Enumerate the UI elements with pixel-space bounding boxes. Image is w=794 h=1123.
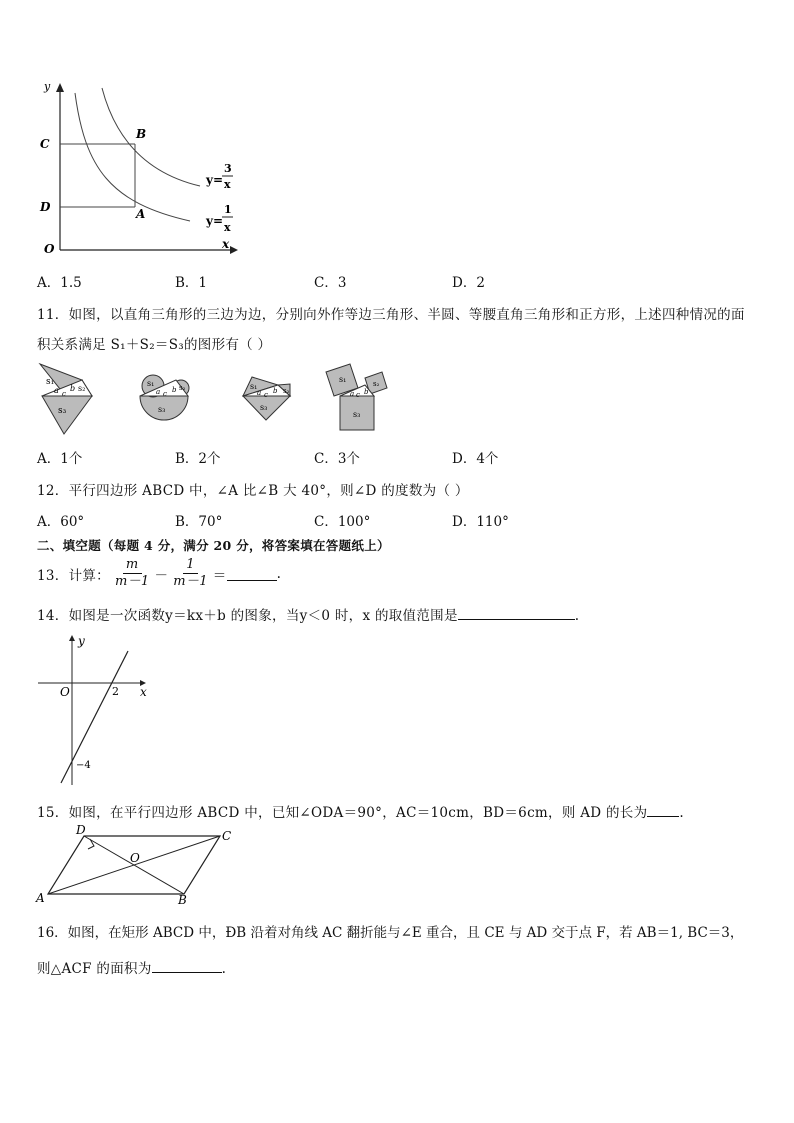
q13-fraction-2	[170, 557, 211, 590]
q12-option-d: D．110°	[452, 514, 509, 530]
point-d-label: D	[40, 200, 51, 214]
q13-answer-blank[interactable]	[227, 566, 277, 581]
curve1-prefix: y=	[206, 173, 224, 187]
q13-equals: ＝	[212, 567, 227, 584]
q14-x-intercept: 2	[112, 685, 119, 698]
q13-line	[37, 557, 281, 590]
fig4-b: b	[364, 388, 369, 396]
q11-option-b: B．2个	[175, 451, 221, 467]
q16-stem-line2: 则△ACF 的面积为	[37, 961, 152, 977]
fig3-b: b	[273, 387, 278, 395]
q11-figure-isosceles	[240, 374, 296, 424]
fig2-a: a	[156, 388, 161, 396]
fig2-c: c	[163, 390, 167, 398]
fig2-b: b	[172, 386, 177, 394]
q15-figure	[34, 822, 244, 904]
q14-graph	[34, 633, 159, 788]
fig1-s3: s₃	[58, 406, 67, 416]
q10-option-a: A．1.5	[37, 275, 82, 291]
q13-fraction-1	[112, 557, 153, 590]
fig1-s2: s₂	[78, 384, 86, 393]
q14-answer-blank[interactable]	[458, 605, 575, 620]
q16-stem-line1: 16．如图，在矩形 ABCD 中，ĐB 沿着对角线 AC 翻折能与∠E 重合，且 CE 与 AD 交于点 F，若 AB＝1, BC＝3，	[37, 925, 744, 941]
q14-stem: 14．如图是一次函数y＝kx＋b 的图象，当y＜0 时，x 的取值范围是	[37, 608, 458, 624]
q11-stem-line2: 积关系满足 S₁＋S₂＝S₃的图形有（ ）	[37, 337, 272, 353]
q14-origin: O	[60, 685, 70, 699]
fig4-s1: s₁	[339, 375, 347, 384]
fig3-a: a	[257, 389, 262, 397]
q12-stem: 12．平行四边形 ABCD 中，∠A 比∠B 大 40°，则∠D 的度数为（ ）	[37, 483, 469, 499]
q12-option-c: C．100°	[314, 514, 371, 530]
q15-stem: 15．如图，在平行四边形 ABCD 中，已知∠ODA＝90°，AC＝10cm，BD＝6cm，则 AD 的长为	[37, 805, 648, 821]
fig2-s3: s₃	[158, 405, 166, 414]
q16-end: .	[221, 961, 227, 977]
fig2-s2: s₂	[179, 384, 186, 392]
q14-line	[37, 604, 579, 624]
q14-x-label: x	[140, 685, 147, 699]
q13-minus: －	[154, 567, 169, 584]
q15-line	[37, 801, 684, 821]
fig1-s1: s₁	[46, 377, 55, 387]
fig4-a: a	[350, 390, 355, 398]
fig1-a: a	[54, 386, 59, 395]
curve2-prefix: y=	[206, 214, 224, 228]
q14-y-intercept: −4	[76, 760, 91, 771]
fig1-c: c	[62, 390, 66, 398]
q12-option-b: B．70°	[175, 514, 223, 530]
q11-option-d: D．4个	[452, 451, 499, 467]
fig3-s3: s₃	[260, 403, 268, 412]
q13-frac1-den: m－1	[114, 574, 150, 589]
q15-end: .	[679, 805, 684, 821]
q10-option-c: C．3	[314, 275, 347, 291]
q15-label-o: O	[130, 851, 140, 865]
q11-figure-semicircle	[136, 374, 196, 426]
q15-answer-blank[interactable]	[647, 802, 679, 817]
q15-label-d: D	[76, 823, 86, 837]
fig3-s1: s₁	[250, 382, 258, 391]
q11-figure-equilateral	[34, 360, 100, 436]
fig1-b: b	[70, 384, 76, 393]
q10-option-d: D．2	[452, 275, 485, 291]
q10-graph	[30, 78, 245, 258]
fig3-s2: s₂	[283, 387, 290, 395]
fig2-s1: s₁	[147, 379, 155, 388]
q11-option-c: C．3个	[314, 451, 360, 467]
q10-option-b: B．1	[175, 275, 208, 291]
q13-frac2-num: 1	[183, 557, 198, 574]
curve2-den: x	[224, 221, 231, 234]
point-b-label: B	[136, 127, 147, 141]
origin-label: O	[44, 242, 55, 256]
q11-stem-line1: 11．如图，以直角三角形的三边为边，分别向外作等边三角形、半圆、等腰直角三角形和正方形，上述四种情况的面	[37, 307, 745, 323]
point-c-label: C	[40, 137, 50, 151]
fig4-s3: s₃	[353, 410, 361, 419]
q15-label-a: A	[36, 891, 45, 904]
q14-y-label: y	[78, 634, 85, 648]
q15-label-b: B	[178, 893, 187, 904]
q16-answer-blank[interactable]	[152, 958, 222, 973]
x-axis-label: x	[222, 237, 230, 251]
q14-end: .	[574, 608, 580, 624]
q13-prefix: 13．计算：	[37, 567, 110, 584]
curve1-den: x	[224, 178, 231, 191]
curve1-num: 3	[224, 162, 232, 175]
q15-label-c: C	[222, 829, 232, 843]
q11-figure-square	[322, 360, 392, 434]
y-axis-label: y	[44, 80, 51, 93]
q16-line2	[37, 957, 226, 977]
q12-option-a: A．60°	[37, 514, 85, 530]
fig4-c: c	[356, 391, 360, 399]
q13-frac2-den: m－1	[173, 574, 208, 589]
q11-option-a: A．1个	[37, 451, 83, 467]
fig3-c: c	[264, 391, 268, 399]
fig4-s2: s₂	[373, 380, 380, 388]
section-heading: 二、填空题（每题 4 分，满分 20 分，将答案填在答题纸上）	[37, 538, 390, 553]
point-a-label: A	[136, 207, 146, 221]
curve2-num: 1	[224, 203, 232, 216]
q13-end: .	[276, 565, 282, 582]
q13-frac1-num: m	[123, 557, 142, 574]
